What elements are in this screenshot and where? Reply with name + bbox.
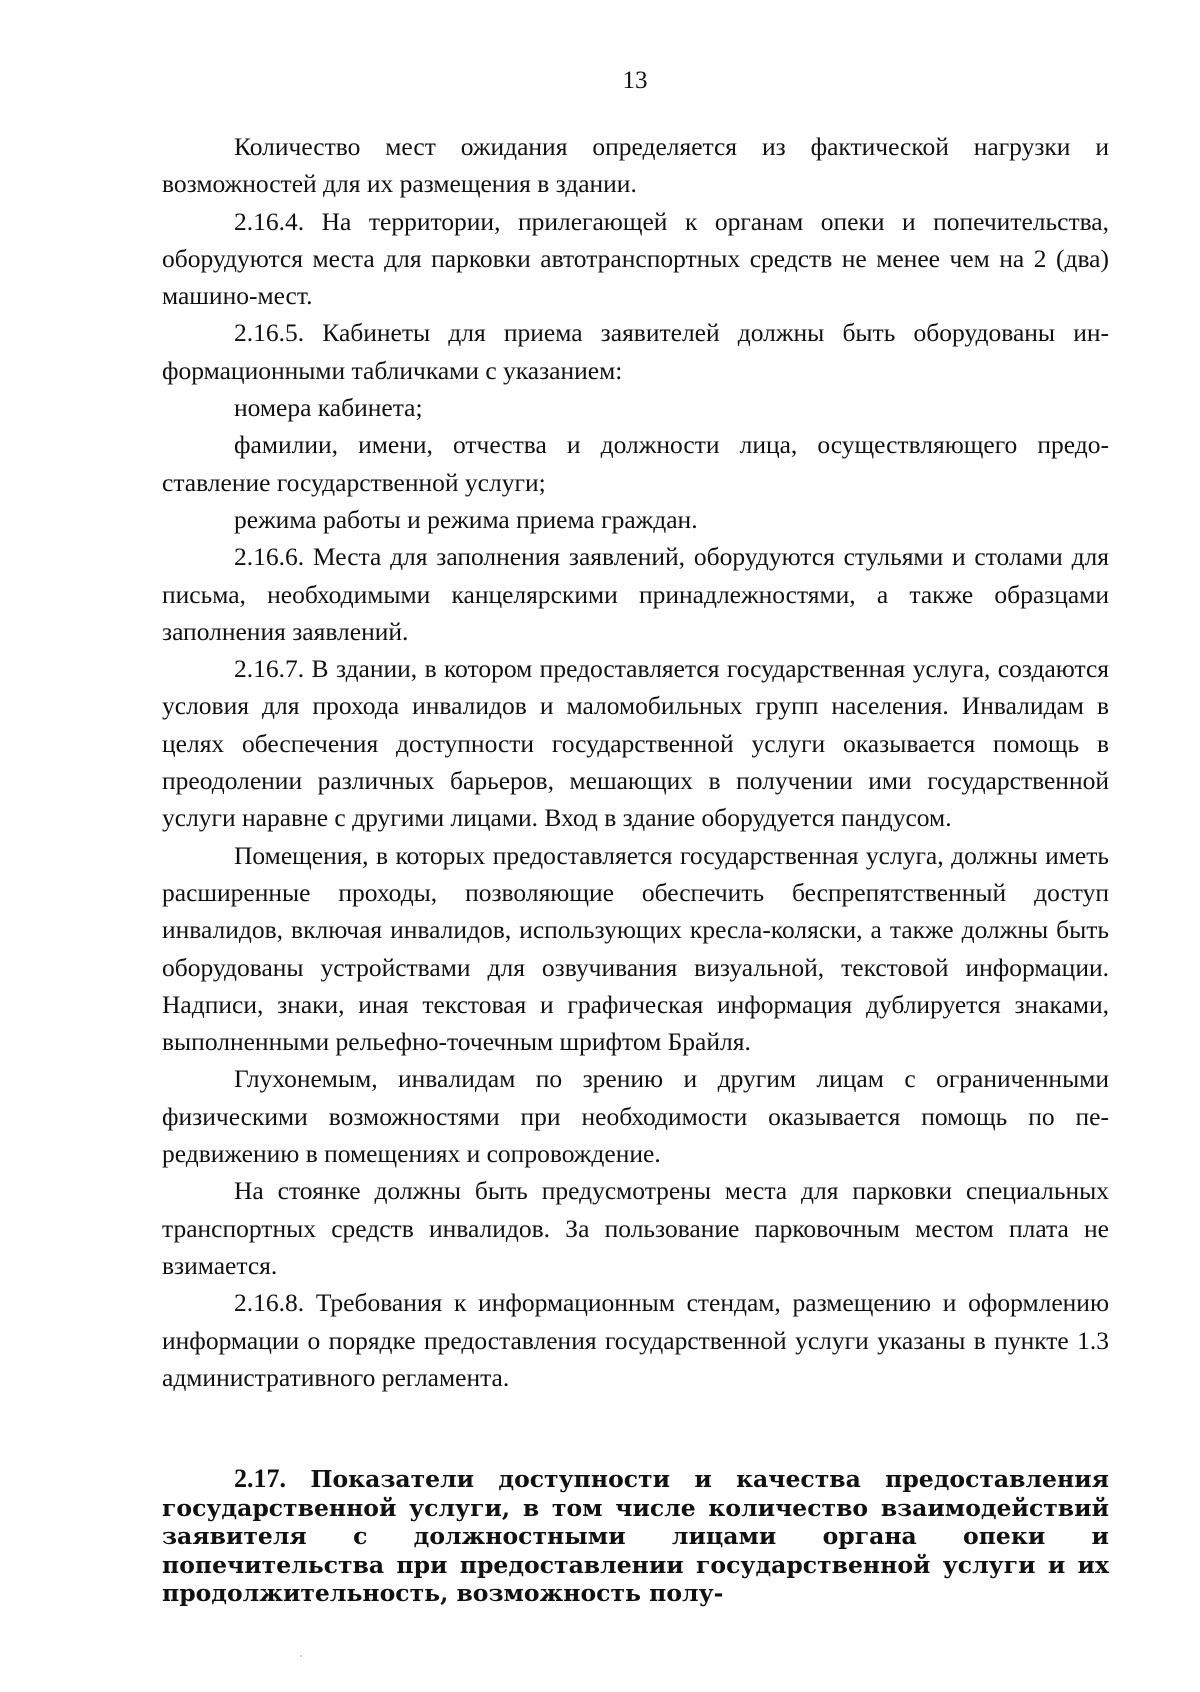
list-item-office-number: номера кабинета; — [234, 393, 423, 423]
paragraph-2-16-7: 2.16.7. В здании, в котором предоставляется государственная услуга, создаются условия для прохода инвалидов и маломобильных групп населения. Инвалидам в целях обеспечения доступности государственной услуги оказывается помощь в преодолении различных барьеров, мешающих в получении ими государственной услуги наравне с другими лицами. Вход в здание оборудуется пандусом. — [162, 654, 1109, 833]
paragraph-assistance: Глухонемым, инвалидам по зрению и другим лицам с ограниченными физическими возможностями при необходимости оказывается помощь по передвижению в помещениях и сопровождение. — [162, 1064, 1109, 1169]
section-heading-2-17 — [162, 1465, 1109, 1608]
paragraph-parking: На стоянке должны быть предусмотрены места для парковки специальных транспортных средств инвалидов. За пользование парковочным местом плата не взимается. — [162, 1176, 1109, 1280]
paragraph-waiting-places: Количество мест ожидания определяется из фактической нагрузки и возможностей для их размещения в здании. — [162, 132, 1109, 199]
scan-speck — [300, 1655, 302, 1657]
paragraph-premises: Помещения, в которых предоставляется государственная услуга, должны иметь расширенные проходы, позволяющие обеспечить беспрепятственный доступ инвалидов, включая инвалидов, использующих кресла-коляски, а также должны быть оборудованы устройствами для озвучивания визуальной, текстовой информации. Надписи, знаки, иная текстовая и графическая информация дублируется знаками, выполненными рельефно-точечным шрифтом Брайля. — [162, 840, 1109, 1057]
page-number: 13 — [622, 67, 648, 94]
paragraph-2-16-4: 2.16.4. На территории, прилегающей к органам опеки и попечительства, оборудуются места для парковки автотранспортных средств не менее чем на 2 (два) машино-мест. — [162, 206, 1109, 311]
paragraph-2-16-6: 2.16.6. Места для заполнения заявлений, оборудуются стульями и столами для письма, необходимыми канцелярскими принадлежностями, а также образцами заполнения заявлений. — [162, 542, 1109, 646]
list-item-official-name: фамилии, имени, отчества и должности лица, осуществляющего предоставление государственной услуги; — [162, 430, 1109, 497]
list-item-work-schedule: режима работы и режима приема граждан. — [234, 504, 698, 534]
section-heading-number: 2.17. — [234, 1464, 286, 1493]
section-heading-text: Показатели доступности и качества предоставления государственной услуги, в том числе количество взаимодействий заявителя с должностными лицами органа опеки и попечительства при предоставлении государственной услуги и их продолжительность, возможность полу- — [162, 1465, 1110, 1607]
body-text — [162, 128, 1109, 1396]
paragraph-2-16-8: 2.16.8. Требования к информационным стендам, размещению и оформлению информации о порядке предоставления государственной услуги указаны в пункте 1.3 административного регламента. — [162, 1288, 1109, 1392]
paragraph-2-16-5: 2.16.5. Кабинеты для приема заявителей должны быть оборудованы информационными табличками с указанием: — [162, 318, 1109, 385]
